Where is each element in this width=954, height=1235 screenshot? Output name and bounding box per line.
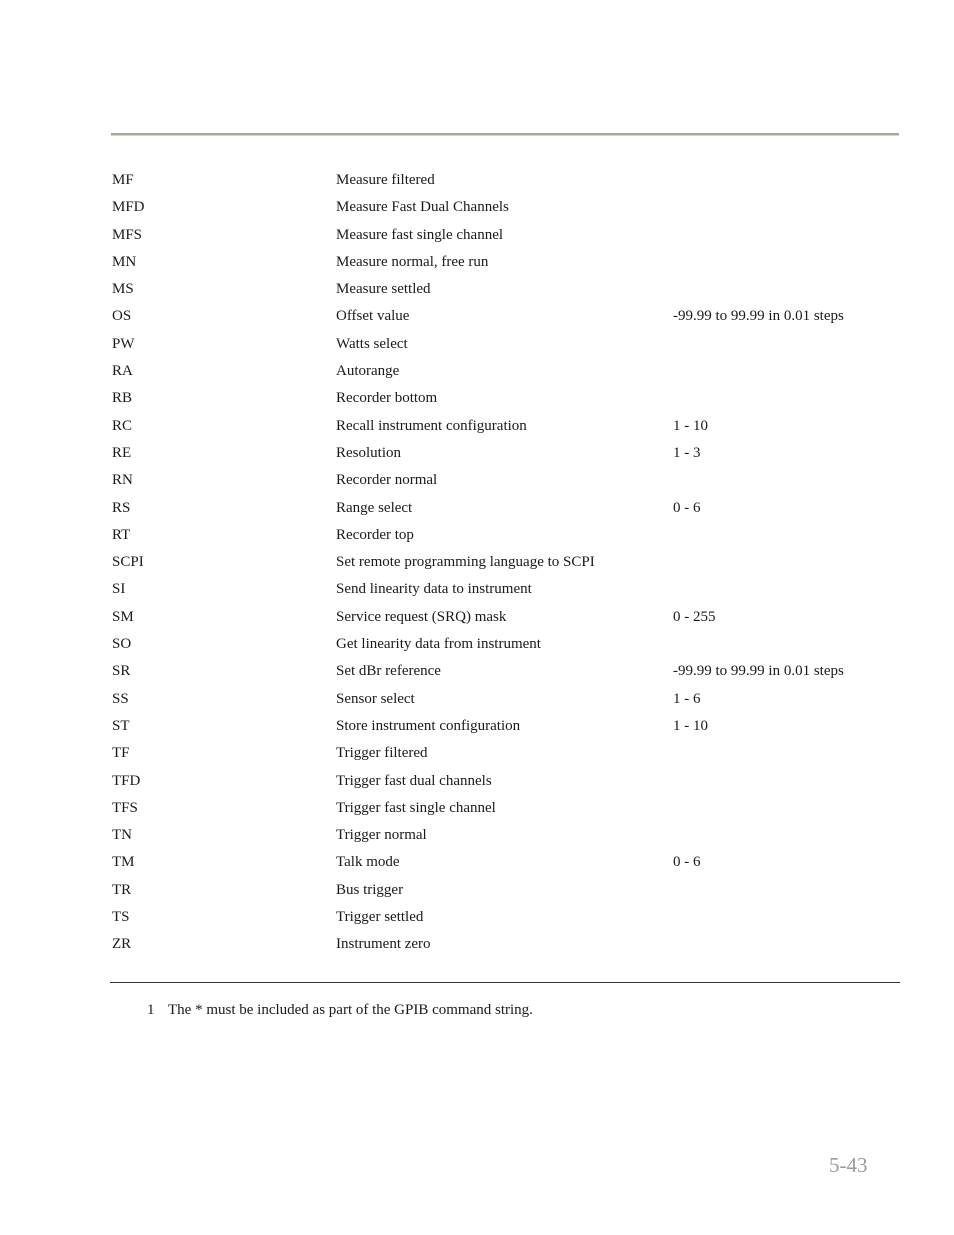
description-cell: Measure filtered <box>336 172 435 188</box>
table-row <box>111 796 899 823</box>
table-row <box>111 605 899 632</box>
table-row <box>111 441 899 468</box>
command-cell: PW <box>112 335 135 352</box>
table-row <box>111 468 899 495</box>
footnote-text: The * must be included as part of the GPIB command string. <box>168 1002 533 1018</box>
description-cell: Trigger fast dual channels <box>336 772 492 789</box>
description-cell: Autorange <box>336 363 400 380</box>
range-cell: 1 - 3 <box>673 444 701 461</box>
table-row <box>111 878 899 905</box>
table-row <box>111 687 899 714</box>
table-row <box>111 769 899 796</box>
command-table <box>111 168 899 960</box>
command-cell: RE <box>112 444 132 461</box>
table-row <box>111 932 899 959</box>
table-row <box>111 304 899 331</box>
footnote <box>147 1000 533 1020</box>
table-row <box>111 250 899 277</box>
command-cell: TFD <box>112 772 141 789</box>
footnote-number: 1 <box>147 1002 155 1018</box>
table-row <box>111 414 899 441</box>
description-cell: Service request (SRQ) mask <box>336 608 507 625</box>
description-cell: Trigger fast single channel <box>336 799 496 816</box>
description-cell: Trigger normal <box>336 827 427 844</box>
command-cell: TF <box>112 745 130 762</box>
command-cell: RA <box>112 363 133 380</box>
description-cell: Measure Fast Dual Channels <box>336 199 509 216</box>
description-cell: Resolution <box>336 444 402 461</box>
range-cell: -99.99 to 99.99 in 0.01 steps <box>673 308 844 325</box>
description-cell: Sensor select <box>336 690 415 707</box>
table-row <box>111 168 899 195</box>
description-cell: Get linearity data from instrument <box>336 636 541 653</box>
table-row <box>111 277 899 304</box>
range-cell: 0 - 6 <box>673 854 701 871</box>
table-row <box>111 823 899 850</box>
description-cell: Trigger settled <box>336 909 424 926</box>
table-row <box>111 632 899 659</box>
description-cell: Offset value <box>336 308 410 325</box>
description-cell: Recorder normal <box>336 472 438 489</box>
command-cell: SM <box>112 608 134 625</box>
header-rule <box>111 133 899 136</box>
command-cell: ST <box>112 717 130 734</box>
command-cell: MF <box>112 172 134 188</box>
command-cell: TN <box>112 827 132 844</box>
command-cell: TR <box>112 881 132 898</box>
command-cell: SO <box>112 636 132 653</box>
range-cell: 1 - 6 <box>673 690 701 707</box>
description-cell: Talk mode <box>336 854 400 871</box>
range-cell: 0 - 6 <box>673 499 701 516</box>
command-cell: SS <box>112 690 129 707</box>
page-number: 5-43 <box>829 1153 868 1177</box>
range-cell: 1 - 10 <box>673 717 708 734</box>
command-cell: SI <box>112 581 126 598</box>
description-cell: Set remote programming language to SCPI <box>336 554 595 571</box>
command-cell: RC <box>112 417 133 434</box>
description-cell: Send linearity data to instrument <box>336 581 532 598</box>
description-cell: Instrument zero <box>336 936 431 953</box>
range-cell: 1 - 10 <box>673 417 708 434</box>
table-row <box>111 223 899 250</box>
command-cell: RS <box>112 499 131 516</box>
command-cell: RB <box>112 390 133 407</box>
table-row <box>111 550 899 577</box>
range-cell: -99.99 to 99.99 in 0.01 steps <box>673 663 844 680</box>
table-row <box>111 386 899 413</box>
command-cell: SCPI <box>112 554 144 571</box>
command-cell: TFS <box>112 799 138 816</box>
description-cell: Measure fast single channel <box>336 226 504 243</box>
table-row <box>111 332 899 359</box>
table-row <box>111 359 899 386</box>
range-cell: 0 - 255 <box>673 608 716 625</box>
footnote-rule <box>110 982 900 983</box>
description-cell: Trigger filtered <box>336 745 428 762</box>
description-cell: Bus trigger <box>336 881 404 898</box>
table-row <box>111 659 899 686</box>
description-cell: Store instrument configuration <box>336 717 521 734</box>
command-cell: RN <box>112 472 133 489</box>
description-cell: Measure settled <box>336 281 431 298</box>
table-row <box>111 714 899 741</box>
command-cell: RT <box>112 526 131 543</box>
command-cell: OS <box>112 308 132 325</box>
description-cell: Range select <box>336 499 413 516</box>
command-cell: MFD <box>112 199 145 216</box>
table-row <box>111 905 899 932</box>
table-row <box>111 496 899 523</box>
table-row <box>111 195 899 222</box>
command-cell: TS <box>112 909 130 926</box>
command-cell: MS <box>112 281 134 298</box>
description-cell: Recall instrument configuration <box>336 417 527 434</box>
description-cell: Measure normal, free run <box>336 253 489 270</box>
description-cell: Recorder bottom <box>336 390 438 407</box>
table-row <box>111 577 899 604</box>
description-cell: Set dBr reference <box>336 663 441 680</box>
command-cell: SR <box>112 663 131 680</box>
description-cell: Recorder top <box>336 526 414 543</box>
command-cell: MN <box>112 253 137 270</box>
command-cell: ZR <box>112 936 132 953</box>
description-cell: Watts select <box>336 335 408 352</box>
command-cell: MFS <box>112 226 143 243</box>
table-row <box>111 850 899 877</box>
table-row <box>111 741 899 768</box>
command-cell: TM <box>112 854 135 871</box>
table-row <box>111 523 899 550</box>
